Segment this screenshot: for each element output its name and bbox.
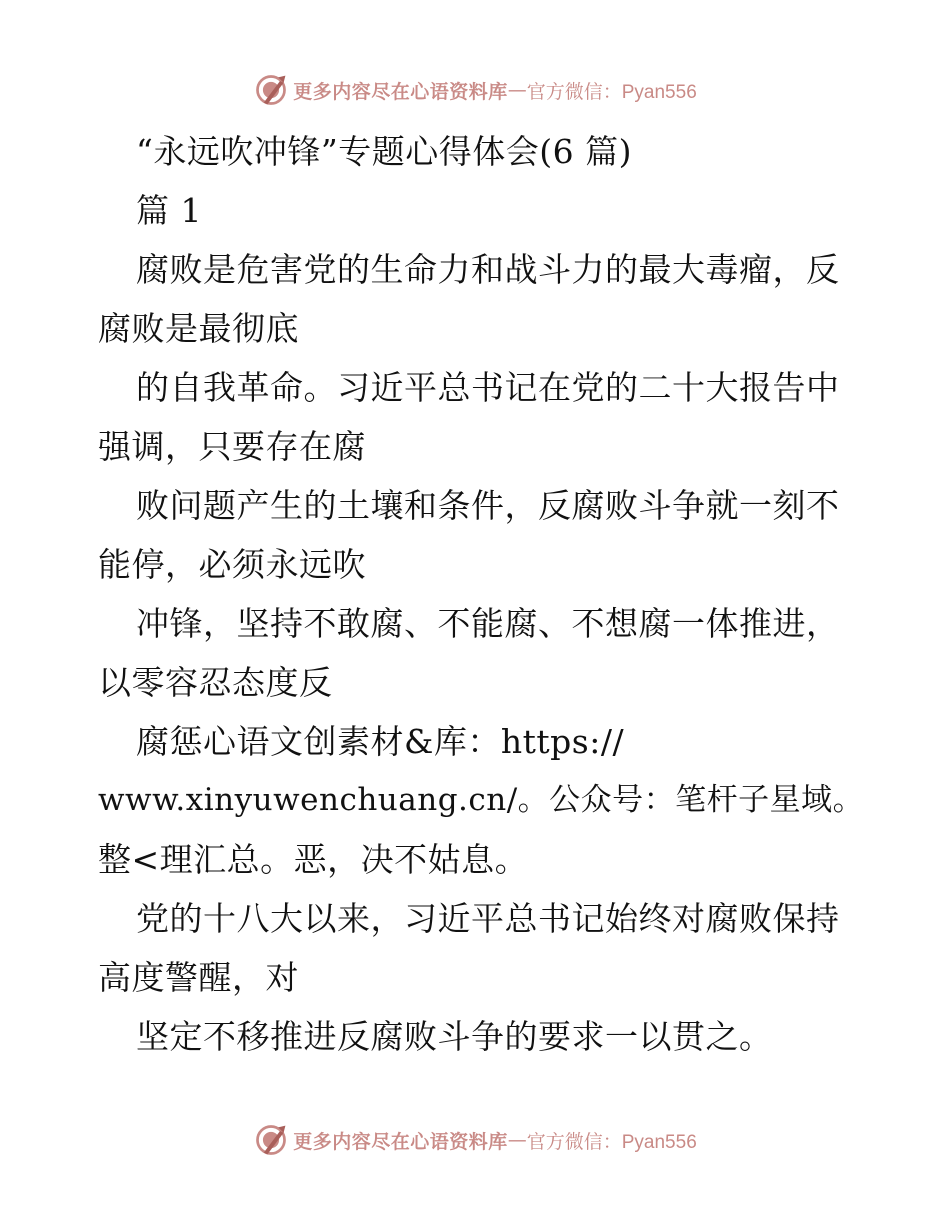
watermark-separator: — — [507, 79, 527, 101]
document-body — [98, 122, 865, 1066]
document-title: “永远吹冲锋”专题心得体会(6 篇) — [136, 132, 632, 171]
watermark-contact-id: Pyan556 — [621, 1131, 697, 1153]
text-line: 能停，必须永远吹 — [98, 545, 366, 584]
text-line: 的自我革命。习近平总书记在党的二十大报告中 — [136, 368, 840, 407]
text-line: 坚定不移推进反腐败斗争的要求一以贯之。 — [136, 1017, 773, 1056]
watermark-contact — [527, 77, 697, 104]
watermark-contact-label: 官方微信： — [526, 1130, 622, 1153]
text-line: 腐惩心语文创素材&库：https:// — [136, 722, 625, 761]
text-line: 以零容忍态度反 — [98, 663, 333, 702]
quill-pen-seal-icon — [253, 72, 289, 108]
text-line: 腐败是最彻底 — [98, 309, 299, 348]
watermark-contact — [527, 1127, 697, 1154]
section-heading: 篇 1 — [136, 191, 202, 230]
watermark-separator: — — [507, 1129, 527, 1151]
text-line: 败问题产生的土壤和条件，反腐败斗争就一刻不 — [136, 486, 840, 525]
text-line: www.xinyuwenchuang.cn/。公众号：笔杆子星域。 — [98, 782, 865, 818]
watermark-contact-label: 官方微信： — [526, 80, 622, 103]
footer-watermark — [0, 1118, 950, 1162]
text-line: 腐败是危害党的生命力和战斗力的最大毒瘤，反 — [136, 250, 840, 289]
text-line: 党的十八大以来，习近平总书记始终对腐败保持 — [136, 899, 840, 938]
paragraph-lines — [98, 240, 865, 1066]
watermark-main-text: 更多内容尽在心语资料库 — [293, 1130, 508, 1153]
watermark-contact-id: Pyan556 — [621, 81, 697, 103]
quill-pen-seal-icon — [253, 1122, 289, 1158]
watermark-main-text: 更多内容尽在心语资料库 — [293, 80, 508, 103]
text-line: 冲锋，坚持不敢腐、不能腐、不想腐一体推进， — [136, 604, 840, 643]
text-line: 高度警醒，对 — [98, 958, 299, 997]
header-watermark — [0, 68, 950, 112]
text-line: 强调，只要存在腐 — [98, 427, 366, 466]
text-line: 整<理汇总。恶，决不姑息。 — [98, 840, 529, 879]
